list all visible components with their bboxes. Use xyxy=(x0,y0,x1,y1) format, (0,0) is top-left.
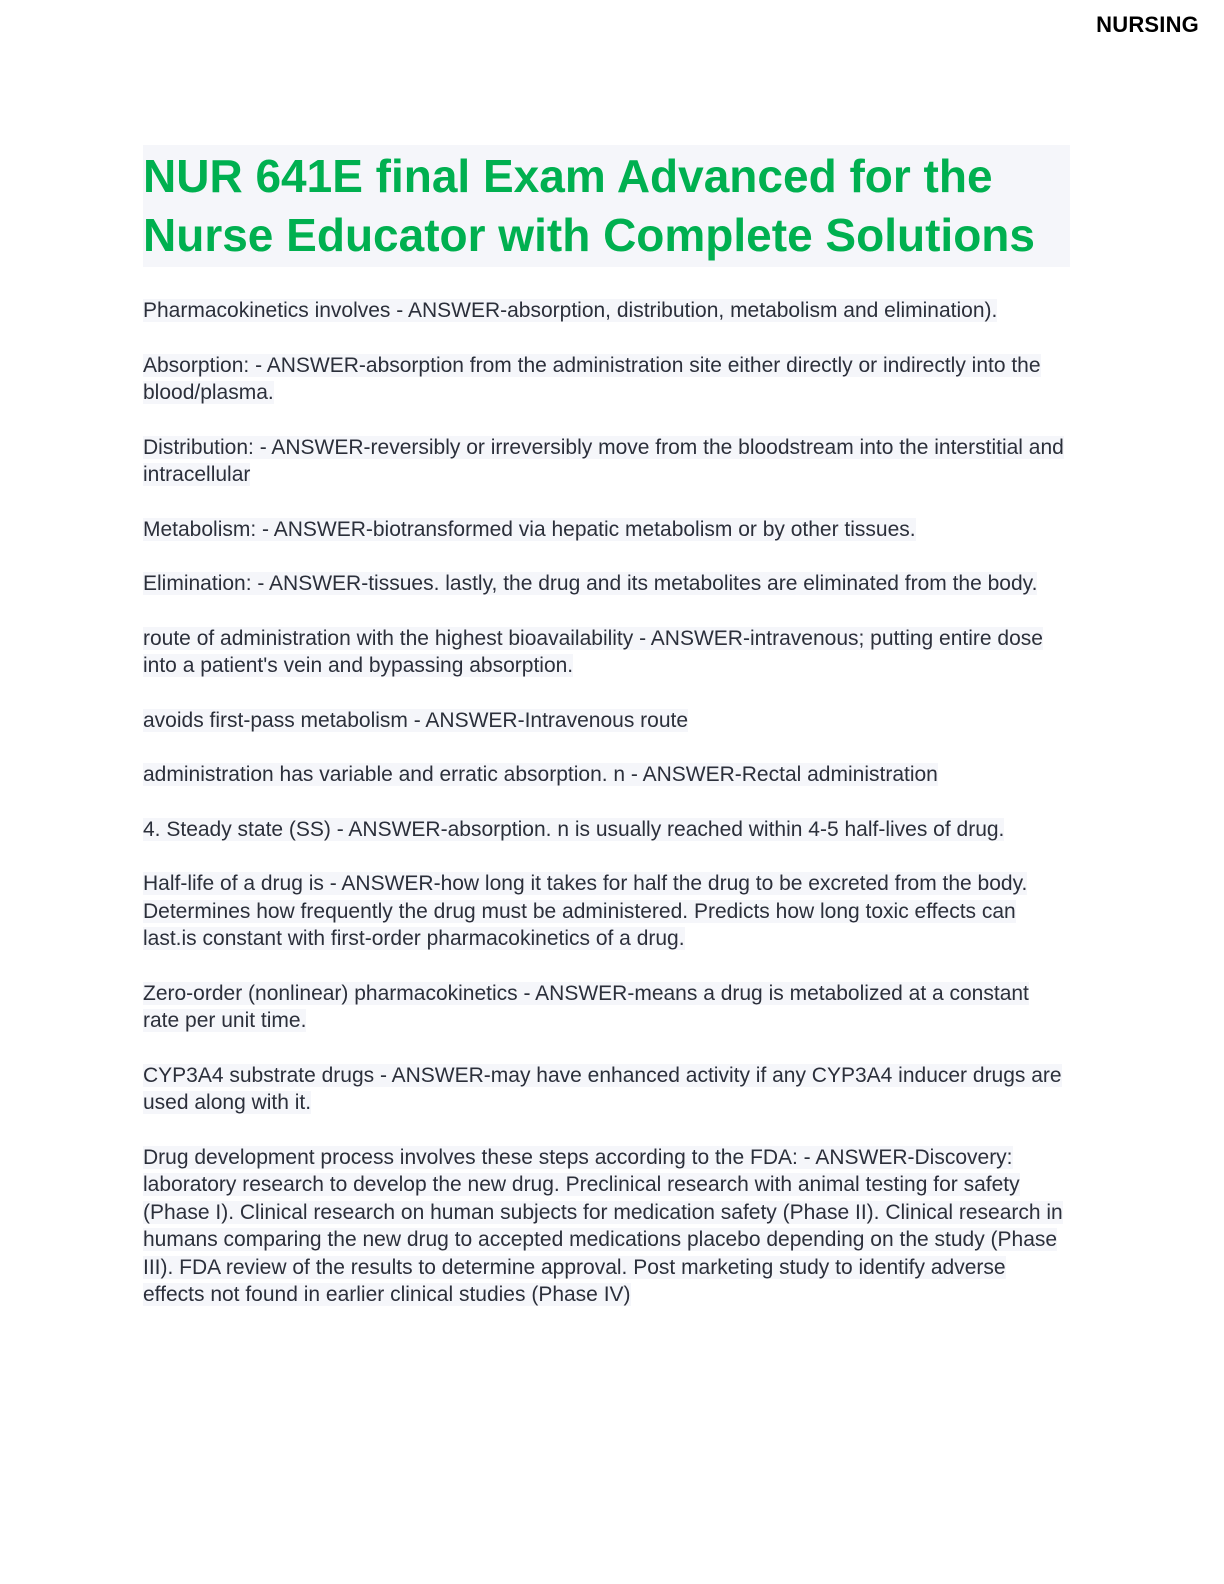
qa-item xyxy=(143,870,1070,953)
page-title: NUR 641E final Exam Advanced for the Nurse Educator with Complete Solutions xyxy=(143,150,1035,261)
qa-item xyxy=(143,516,1070,544)
qa-item-text: Elimination: - ANSWER-tissues. lastly, the drug and its metabolites are eliminated from the body. xyxy=(143,572,1038,595)
qa-item xyxy=(143,625,1070,680)
qa-item-text: administration has variable and erratic absorption. n - ANSWER-Rectal administration xyxy=(143,763,938,786)
qa-item-text: avoids first-pass metabolism - ANSWER-Intravenous route xyxy=(143,708,689,732)
qa-item xyxy=(143,434,1070,489)
qa-item-text: Distribution: - ANSWER-reversibly or irreversibly move from the bloodstream into the interstitial and intracellular xyxy=(143,435,1064,486)
qa-item xyxy=(143,761,1070,789)
qa-item-text: Drug development process involves these steps according to the FDA: - ANSWER-Discovery: laboratory research to develop the new drug. Preclinical research with animal testing for safety (Phase I). Clinical research on human subjects for medication safety (Phase II). Clinical research in humans comparing the new drug to accepted medications placebo depending on the study (Phase III). FDA review of the results to determine approval. Post marketing study to identify adverse effects not found in earlier clinical studies (Phase IV) xyxy=(143,1145,1063,1306)
qa-item xyxy=(143,980,1070,1035)
header-tag: NURSING xyxy=(1096,12,1199,37)
qa-item xyxy=(143,816,1070,844)
qa-item-text: Pharmacokinetics involves - ANSWER-absorption, distribution, metabolism and elimination). xyxy=(143,299,998,322)
qa-item xyxy=(143,570,1070,598)
qa-item-text: Metabolism: - ANSWER-biotransformed via hepatic metabolism or by other tissues. xyxy=(143,517,916,541)
qa-item-text: Half-life of a drug is - ANSWER-how long it takes for half the drug to be excreted from the body. Determines how frequently the drug must be administered. Predicts how long toxic effects can last.is constant with first-order pharmacokinetics of a drug. xyxy=(143,872,1028,950)
document-body xyxy=(143,145,1070,1336)
qa-item xyxy=(143,1144,1070,1309)
qa-item-text: Absorption: - ANSWER-absorption from the administration site either directly or indirectly into the blood/plasma. xyxy=(143,353,1041,404)
qa-item xyxy=(143,1062,1070,1117)
title-block xyxy=(143,145,1070,267)
qa-item-text: 4. Steady state (SS) - ANSWER-absorption. n is usually reached within 4-5 half-lives of drug. xyxy=(143,817,1005,841)
qa-item xyxy=(143,352,1070,407)
qa-item-text: CYP3A4 substrate drugs - ANSWER-may have enhanced activity if any CYP3A4 inducer drugs are used along with it. xyxy=(143,1063,1062,1114)
qa-item-text: Zero-order (nonlinear) pharmacokinetics - ANSWER-means a drug is metabolized at a constant rate per unit time. xyxy=(143,981,1029,1032)
qa-item xyxy=(143,707,1070,735)
qa-item-text: route of administration with the highest bioavailability - ANSWER-intravenous; putting entire dose into a patient's vein and bypassing absorption. xyxy=(143,626,1043,677)
qa-item xyxy=(143,297,1070,325)
